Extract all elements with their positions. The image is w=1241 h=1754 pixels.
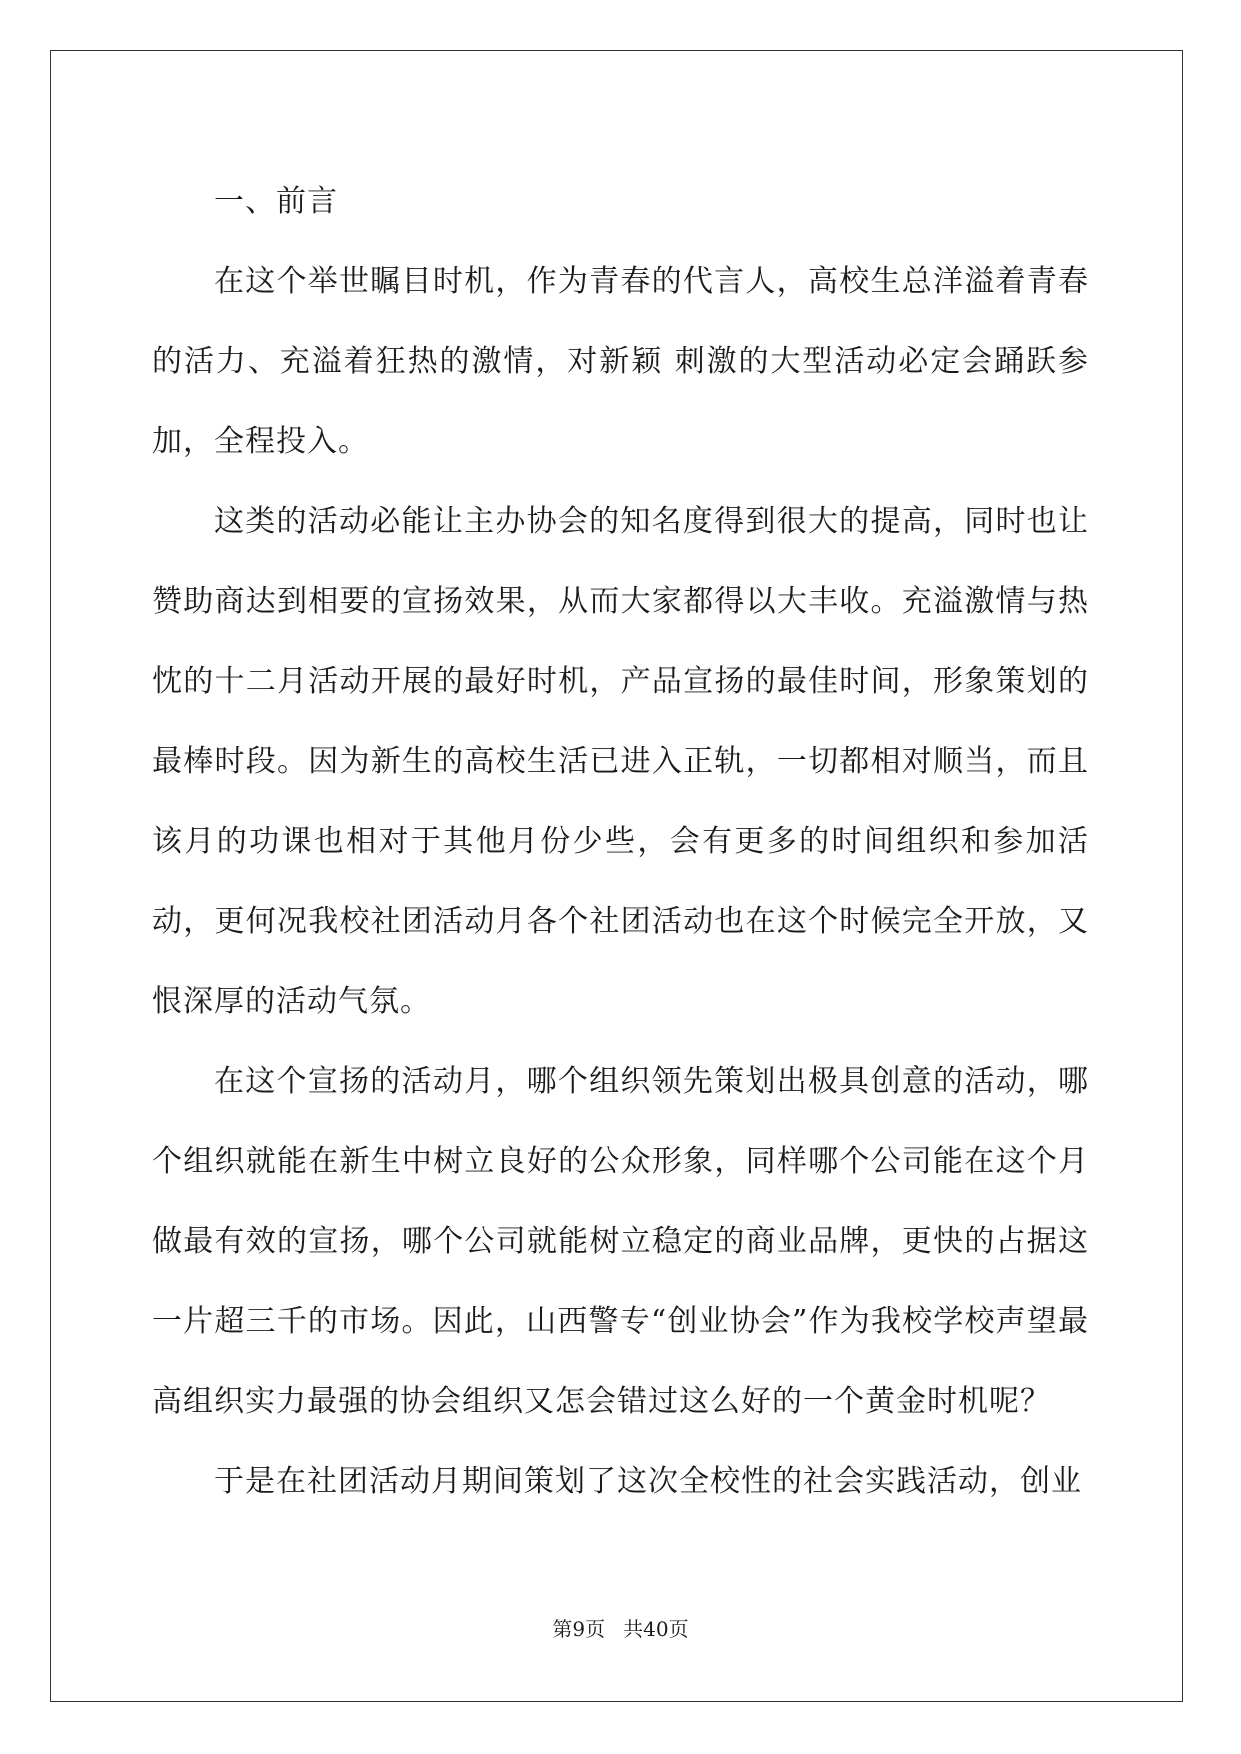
paragraph-4: 于是在社团活动月期间策划了这次全校性的社会实践活动，创业 [214,1464,1082,1499]
paragraph-3: 在这个宣扬的活动月，哪个组织领先策划出极具创意的活动，哪个组织就能在新生中树立良好的公众形象，同样哪个公司能在这个月做最有效的宣扬，哪个公司就能树立稳定的商业品牌，更快的占据这一片超三千的市场。因此，山西警专“创业协会”作为我校学校声望最高组织实力最强的协会组织又怎会错过这么好的一个黄金时机呢？ [152,1064,1089,1419]
document-body [152,162,1089,1522]
paragraph-2: 这类的活动必能让主办协会的知名度得到很大的提高，同时也让赞助商达到相要的宣扬效果，从而大家都得以大丰收。充溢激情与热忱的十二月活动开展的最好时机，产品宣扬的最佳时间，形象策划的最棒时段。因为新生的高校生活已进入正轨，一切都相对顺当，而且该月的功课也相对于其他月份少些，会有更多的时间组织和参加活动，更何况我校社团活动月各个社团活动也在这个时候完全开放，又恨深厚的活动气氛。 [152,504,1089,1019]
paragraph-1: 在这个举世瞩目时机，作为青春的代言人，高校生总洋溢着青春的活力、充溢着狂热的激情，对新颖 刺激的大型活动必定会踊跃参加，全程投入。 [152,264,1089,459]
page-footer [0,1613,1241,1642]
page-number: 第9页 [552,1617,606,1641]
page-total: 共40页 [623,1617,689,1641]
section-heading: 一、前言 [214,184,338,219]
